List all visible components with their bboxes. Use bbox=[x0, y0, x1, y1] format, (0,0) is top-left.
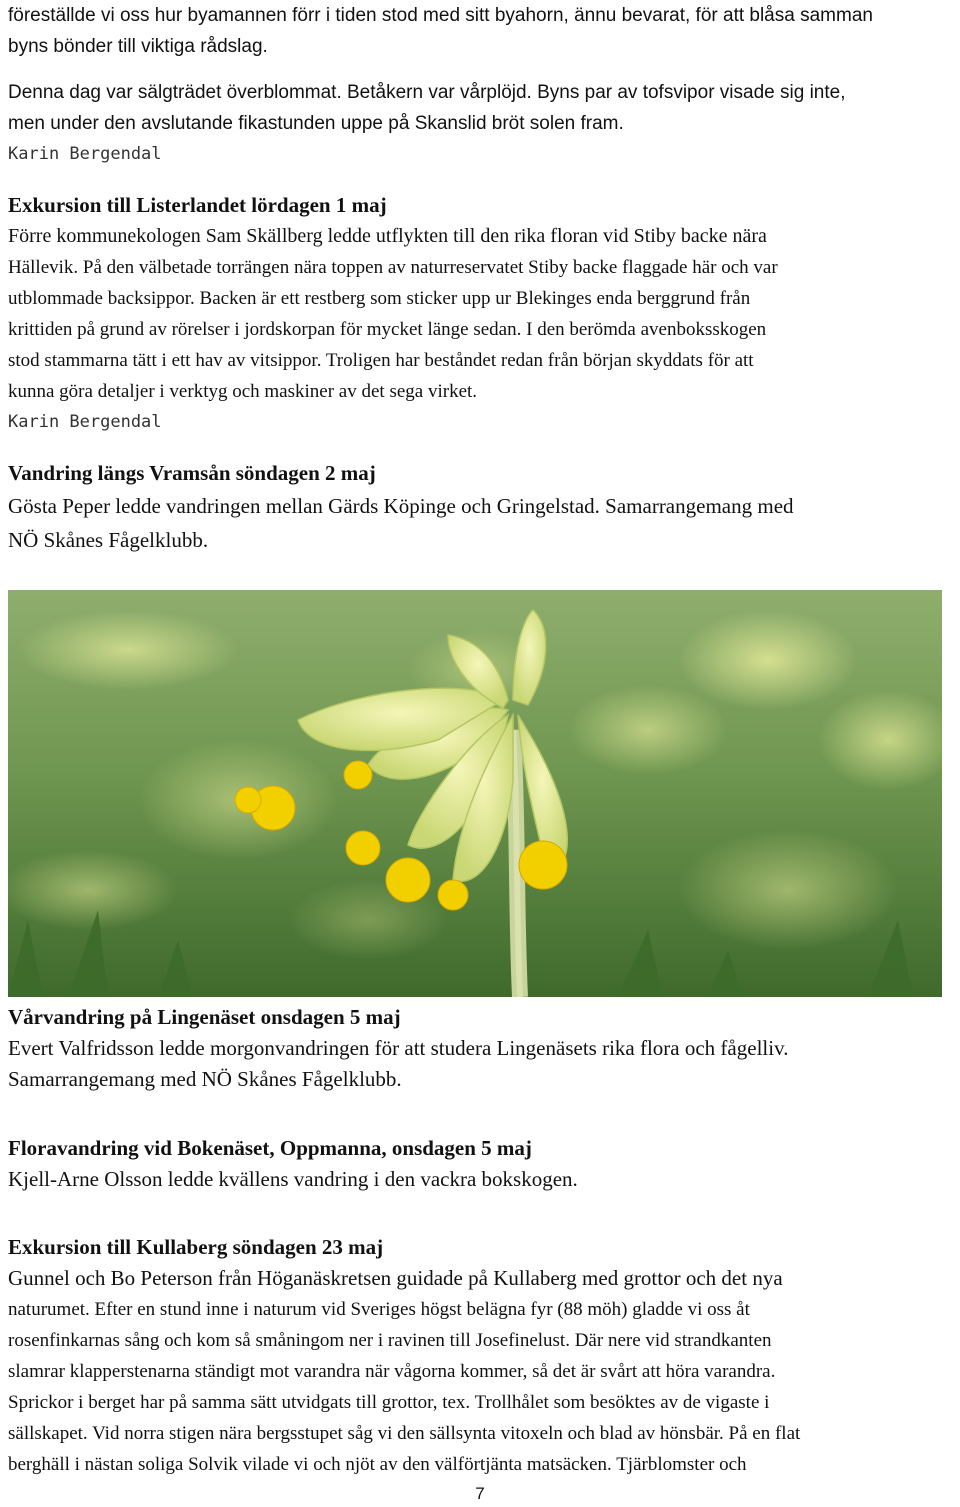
text-line: naturumet. Efter en stund inne i naturum vid Sveriges högst belägna fyr (88 möh) gladde vi oss åt bbox=[8, 1299, 750, 1320]
text-line: Denna dag var sälgträdet överblommat. Betåkern var vårplöjd. Byns par av tofsvipor visade sig inte, bbox=[8, 82, 846, 103]
text-line: Kjell-Arne Olsson ledde kvällens vandring i den vackra bokskogen. bbox=[8, 1167, 578, 1191]
text-line: Gunnel och Bo Peterson från Höganäskretsen guidade på Kullaberg med grottor och det nya bbox=[8, 1266, 783, 1290]
section-heading: Floravandring vid Bokenäset, Oppmanna, onsdagen 5 maj bbox=[8, 1136, 532, 1160]
text-line: byns bönder till viktiga rådslag. bbox=[8, 36, 268, 57]
page-number: 7 bbox=[475, 1484, 485, 1503]
text-line: slamrar klapperstenarna ständigt mot varandra när vågorna kommer, så det är svårt att höra varandra. bbox=[8, 1361, 776, 1382]
section-heading: Exkursion till Listerlandet lördagen 1 maj bbox=[8, 193, 387, 217]
text-line: Gösta Peper ledde vandringen mellan Gärds Köpinge och Gringelstad. Samarrangemang med bbox=[8, 494, 794, 518]
section-listerlandet bbox=[8, 190, 952, 438]
section-heading: Vandring längs Vramsån söndagen 2 maj bbox=[8, 461, 376, 485]
flower-image bbox=[8, 590, 942, 997]
text-line: Hällevik. På den välbetade torrängen nära toppen av naturreservatet Stiby backe flaggade här och var bbox=[8, 257, 778, 278]
section-lingenaset bbox=[8, 1002, 952, 1095]
text-line: Förre kommunekologen Sam Skällberg ledde utflykten till den rika floran vid Stiby backe nära bbox=[8, 225, 767, 247]
text-line: Evert Valfridsson ledde morgonvandringen för att studera Lingenäsets rika flora och fågelliv. bbox=[8, 1036, 789, 1060]
section-kullaberg bbox=[8, 1232, 952, 1480]
signature: Karin Bergendal bbox=[8, 144, 162, 164]
text-line: berghäll i nästan soliga Solvik vilade vi och njöt av den välförtjänta matsäcken. Tjärblomster och bbox=[8, 1454, 747, 1475]
text-line: Sprickor i berget har på samma sätt utvidgats till grottor, tex. Trollhålet som besöktes av de vigaste i bbox=[8, 1392, 770, 1413]
section-heading: Vårvandring på Lingenäset onsdagen 5 maj bbox=[8, 1005, 401, 1029]
section-bokenaset bbox=[8, 1133, 952, 1195]
cowslip-photo bbox=[8, 590, 942, 997]
text-line: rosenfinkarnas sång och kom så småningom ner i ravinen till Josefinelust. Där nere vid strandkanten bbox=[8, 1330, 772, 1351]
text-line: men under den avslutande fikastunden uppe på Skanslid bröt solen fram. bbox=[8, 113, 624, 134]
section-heading: Exkursion till Kullaberg söndagen 23 maj bbox=[8, 1235, 384, 1259]
signature: Karin Bergendal bbox=[8, 412, 162, 432]
section-vramsan bbox=[8, 458, 952, 557]
text-line: krittiden på grund av rörelser i jordskorpan för mycket länge sedan. I den berömda avenboksskogen bbox=[8, 319, 767, 340]
text-line: stod stammarna tätt i ett hav av vitsippor. Troligen har beståndet redan från början skyddats för att bbox=[8, 350, 754, 371]
text-line: kunna göra detaljer i verktyg och maskiner av det sega virket. bbox=[8, 381, 478, 402]
text-line: Samarrangemang med NÖ Skånes Fågelklubb. bbox=[8, 1067, 402, 1091]
text-line: sällskapet. Vid norra stigen nära bergsstupet såg vi den sällsynta vitoxeln och blad av hönsbär. På en flat bbox=[8, 1423, 801, 1444]
text-line: NÖ Skånes Fågelklubb. bbox=[8, 528, 209, 552]
text-line: föreställde vi oss hur byamannen förr i tiden stod med sitt byahorn, ännu bevarat, för att blåsa samman bbox=[8, 5, 873, 26]
text-line: utblommade backsippor. Backen är ett restberg som sticker upp ur Blekinges enda berggrund från bbox=[8, 288, 751, 309]
intro-text bbox=[8, 0, 952, 170]
